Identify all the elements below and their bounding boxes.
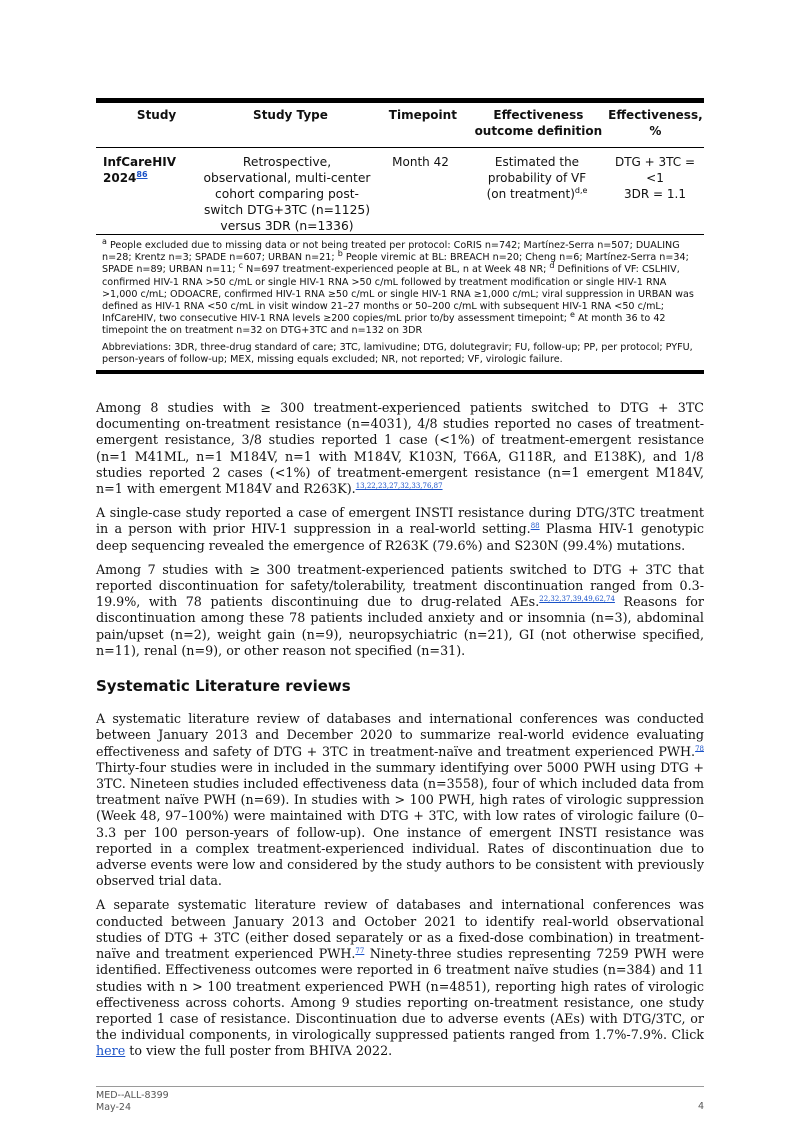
cell-study-type: Retrospective, observational, multi-center cohort comparing post-switch DTG+3TC (n=1125) versus 3DR (n=1336) — [203, 155, 371, 233]
discontinuation-references-link[interactable]: 22,32,37,39,49,62,74 — [539, 595, 615, 603]
section-heading: Systematic Literature reviews — [96, 677, 351, 696]
paragraph-single-case — [96, 505, 704, 554]
header-study: Study — [136, 108, 177, 122]
cell-timepoint: Month 42 — [392, 155, 449, 169]
footnote-d: Definitions of VF: CSLHIV, confirmed HIV-1 RNA >50 c/mL or single HIV-1 RNA >50 c/mL followed by treatment modification or single HIV-1 RNA >1,000 c/mL; ODOACRE, confirmed HIV-1 RNA ≥50 c/mL or single HIV-1 RNA ≥1,000 c/mL; viral suppression in URBAN was defined as HIV-1 RNA <50 c/mL in visit window 21–27 months or 50–200 c/mL with subsequent HIV-1 RNA <50 c/mL; InfCareHIV, two consecutive HIV-1 RNA levels ≥200 copies/mL prior to/by assessment timepoint; — [102, 264, 694, 325]
page-footer — [96, 1086, 704, 1113]
effectiveness-dtg-3tc: DTG + 3TC = <1 — [614, 155, 696, 185]
footnote-b: People viremic at BL: BREACH n=20; Cheng n=6; Martínez-Serra n=34; SPADE n=89; URBAN n=11; — [102, 252, 689, 276]
footnote-b-marker: b — [337, 249, 343, 259]
footnote-e-marker: e — [570, 310, 575, 320]
footnote-d-marker: d — [549, 261, 555, 271]
document-date: May-24 — [96, 1101, 131, 1113]
slr-2020-text: A systematic literature review of databases and international conferences was conducted between January 2013 and December 2020 to summarize real-world evidence evaluating effectiveness and safety of DTG + 3TC in treatment-naïve and treatment experienced PWH. — [96, 711, 704, 759]
header-timepoint: Timepoint — [388, 108, 457, 122]
resistance-references-link[interactable]: 13,22,23,27,32,33,76,87 — [355, 481, 443, 490]
table-footnotes — [96, 234, 704, 370]
study-reference-link[interactable]: 86 — [136, 170, 148, 179]
header-study-type: Study Type — [253, 108, 328, 122]
paragraph-discontinuation — [96, 562, 704, 659]
footnote-a-marker: a — [102, 236, 107, 246]
paragraph-resistance — [96, 400, 704, 497]
discontinuation-text-cont: Reasons for discontinuation among these 78 patients included anxiety and or insomnia (n=3), abdominal pain/upset (n=2), weight gain (n=9), neuropsychiatric (n=21), GI (not otherwise specified, n=11), renal (n=9), or other reason not specified (n=31). — [96, 594, 704, 658]
definition-text: Estimated the probability of VF (on treatment) — [486, 155, 587, 201]
slr-2021-text-cont: Ninety-three studies representing 7259 PWH were identified. Effectiveness outcomes were reported in 6 treatment naïve studies (n=384) and 11 studies with n > 100 treatment experienced PWH (n=4851), reporting high rates of virologic effectiveness across cohorts. Among 9 studies reporting on-treatment resistance, one study reported 1 case of resistance. Discontinuation due to adverse events (AEs) with DTG/3TC, or the individual components, in virologically suppressed patients ranged from 1.7%-7.9%. Click — [96, 946, 705, 1043]
footnotes-text — [102, 236, 698, 338]
single-case-text: A single-case study reported a case of emergent INSTI resistance during DTG/3TC treatment in a person with prior HIV-1 suppression in a real-world setting. — [96, 505, 704, 537]
paragraph-resistance-text: Among 8 studies with ≥ 300 treatment-experienced patients switched to DTG + 3TC documenting on-treatment resistance (n=4031), 4/8 studies reported no cases of treatment-emergent resistance, 3/8 studies reported 1 case (<1%) of treatment-emergent resistance (n=1 M41ML, n=1 M184V, n=1 with M184V, K103N, T66A, G118R, and E138K), and 1/8 studies reported 2 cases (<1%) of treatment-emergent resistance (n=1 emergent M184V, n=1 with emergent M184V and R263K). — [96, 400, 704, 497]
slr-2020-reference-link[interactable]: 78 — [695, 744, 704, 753]
paragraph-slr-2020 — [96, 711, 704, 889]
slr-2020-text-cont: Thirty-four studies were in included in the summary identifying over 5000 PWH using DTG + 3TC. Nineteen studies included effectiveness data (n=3558), four of which included data from treatment naïve PWH (n=69). In studies with > 100 PWH, high rates of virologic suppression (Week 48, 97–100%) were maintained with DTG + 3TC, with low rates of virologic failure (0–3.3 per 100 person-years of follow-up). One instance of emergent INSTI resistance was reported in a complex treatment-experienced individual. Rates of discontinuation due to adverse events were low and considered by the study authors to be consistent with previously observed trial data. — [96, 759, 704, 889]
discontinuation-text: Among 7 studies with ≥ 300 treatment-experienced patients switched to DTG + 3TC that reported discontinuation for safety/tolerability, treatment discontinuation ranged from 0.3-19.9%, with 78 patients discontinuing due to drug-related AEs. — [96, 561, 704, 610]
poster-link[interactable]: here — [96, 1043, 126, 1059]
study-table — [96, 98, 704, 374]
table-header-row — [96, 103, 704, 148]
header-outcome-definition: Effectiveness outcome definition — [474, 108, 603, 138]
table-row — [96, 148, 704, 234]
study-name: InfCareHIV 2024 — [103, 155, 176, 185]
slr-2021-text-end: to view the full poster from BHIVA 2022. — [125, 1043, 393, 1059]
cell-study — [96, 154, 201, 234]
header-effectiveness: Effectiveness, % — [608, 108, 703, 138]
single-case-text-cont: Plasma HIV-1 genotypic deep sequencing revealed the emergence of R263K (79.6%) and S230N (99.4%) mutations. — [96, 521, 704, 553]
cell-outcome-definition — [468, 154, 606, 234]
single-case-reference-link[interactable]: 88 — [530, 522, 540, 531]
definition-superscript: d,e — [574, 186, 588, 195]
footnote-c: N=697 treatment-experienced people at BL, n at Week 48 NR; — [246, 264, 547, 276]
footnote-c-marker: c — [238, 261, 244, 271]
abbreviations: Abbreviations: 3DR, three-drug standard of care; 3TC, lamivudine; DTG, dolutegravir; FU, follow-up; PP, per protocol; PYFU, person-years of follow-up; MEX, missing equals excluded; NR, not reported; VF, virologic failure. — [102, 341, 693, 365]
slr-2021-text: A separate systematic literature review of databases and international conferences was conducted between January 2013 and October 2021 to identify real-world observational studies of DTG + 3TC (either dosed separately or as a fixed-dose combination) in treatment-naïve and treatment experienced PWH. — [96, 897, 704, 962]
slr-2021-reference-link[interactable]: 77 — [355, 946, 365, 955]
footnote-a: People excluded due to missing data or not being treated per protocol: CoRIS n=742; Martínez-Serra n=507; DUALING n=28; Krentz n=3; SPADE n=607; URBAN n=21; — [102, 240, 680, 264]
effectiveness-3dr: 3DR = 1.1 — [624, 187, 686, 201]
footnote-e: At month 36 to 42 timepoint the on treatment n=32 on DTG+3TC and n=132 on 3DR — [102, 313, 666, 337]
cell-effectiveness — [606, 154, 704, 234]
paragraph-slr-2021 — [96, 897, 704, 1059]
document-code: MED--ALL-8399 — [96, 1090, 169, 1101]
main-body-text — [96, 400, 704, 1068]
page-number: 4 — [697, 1101, 704, 1112]
